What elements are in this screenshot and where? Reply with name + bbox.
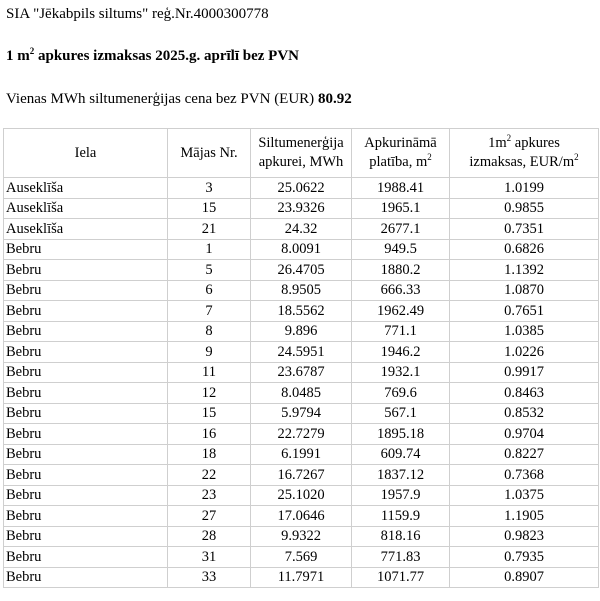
cell-heat-mwh: 25.1020 [251,485,352,506]
table-row [4,219,599,240]
cell-cost-per-m2: 1.0870 [450,280,599,301]
cell-heat-mwh: 26.4705 [251,260,352,281]
cell-house-number: 3 [168,178,251,199]
cell-street: Bebru [4,547,168,568]
cell-heated-area: 771.1 [352,321,450,342]
cell-street: Bebru [4,485,168,506]
cell-heat-mwh: 24.5951 [251,342,352,363]
cell-street: Auseklīša [4,219,168,240]
cell-heat-mwh: 9.896 [251,321,352,342]
table-row [4,444,599,465]
cell-house-number: 33 [168,567,251,588]
cell-street: Bebru [4,260,168,281]
col-header-heat: Siltumenerģija apkurei, MWh [251,129,352,178]
cell-heat-mwh: 8.0091 [251,239,352,260]
table-row [4,485,599,506]
cell-cost-per-m2: 0.9823 [450,526,599,547]
price-line [6,89,352,109]
cell-heat-mwh: 7.569 [251,547,352,568]
company-line: SIA "Jēkabpils siltums" reģ.Nr.4000300778 [6,6,269,22]
table-row [4,198,599,219]
cell-house-number: 23 [168,485,251,506]
cell-heat-mwh: 5.9794 [251,403,352,424]
cell-heat-mwh: 8.9505 [251,280,352,301]
col-header-cost: $1m^2$ apkures izmaksas, EUR/$m^2$ [450,129,599,178]
table-row [4,239,599,260]
cell-street: Bebru [4,465,168,486]
cell-heated-area: 818.16 [352,526,450,547]
cell-cost-per-m2: 0.9917 [450,362,599,383]
cell-house-number: 16 [168,424,251,445]
cell-street: Bebru [4,506,168,527]
cell-cost-per-m2: 1.1905 [450,506,599,527]
cell-street: Bebru [4,362,168,383]
report-title [6,46,299,66]
cell-heated-area: 771.83 [352,547,450,568]
cell-heated-area: 1837.12 [352,465,450,486]
cell-heated-area: 949.5 [352,239,450,260]
cell-heated-area: 666.33 [352,280,450,301]
cell-house-number: 7 [168,301,251,322]
table-row [4,362,599,383]
table-header-row [4,129,599,178]
cell-heated-area: 2677.1 [352,219,450,240]
cell-house-number: 22 [168,465,251,486]
cell-street: Bebru [4,424,168,445]
cell-heated-area: 1071.77 [352,567,450,588]
cell-street: Bebru [4,239,168,260]
cell-heat-mwh: 8.0485 [251,383,352,404]
table-row [4,383,599,404]
cell-heat-mwh: 24.32 [251,219,352,240]
title-rest: apkures izmaksas 2025.g. aprīlī bez PVN [34,48,299,64]
cell-house-number: 21 [168,219,251,240]
cell-house-number: 15 [168,198,251,219]
cell-cost-per-m2: 1.0375 [450,485,599,506]
cell-heated-area: 1946.2 [352,342,450,363]
cell-cost-per-m2: 0.9704 [450,424,599,445]
table-row [4,424,599,445]
table-row [4,526,599,547]
cell-house-number: 18 [168,444,251,465]
cell-cost-per-m2: 0.9855 [450,198,599,219]
cell-heated-area: 567.1 [352,403,450,424]
col-header-area: Apkurināmā platība, $m^2$ [352,129,450,178]
cell-cost-per-m2: 1.0226 [450,342,599,363]
cell-house-number: 11 [168,362,251,383]
cell-heat-mwh: 23.9326 [251,198,352,219]
cell-house-number: 31 [168,547,251,568]
cell-heat-mwh: 22.7279 [251,424,352,445]
cell-street: Bebru [4,383,168,404]
table-row [4,178,599,199]
cell-house-number: 15 [168,403,251,424]
cell-cost-per-m2: 0.7651 [450,301,599,322]
cell-heat-mwh: 9.9322 [251,526,352,547]
cell-heated-area: 1962.49 [352,301,450,322]
cell-house-number: 9 [168,342,251,363]
cell-cost-per-m2: 0.8532 [450,403,599,424]
title-superscript: 2 [29,46,35,56]
cell-house-number: 12 [168,383,251,404]
cell-street: Bebru [4,280,168,301]
table-row [4,403,599,424]
cell-house-number: 6 [168,280,251,301]
table-row [4,280,599,301]
price-label: Vienas MWh siltumenerģijas cena bez PVN (EUR) [6,91,318,107]
table-row [4,301,599,322]
cell-house-number: 28 [168,526,251,547]
cell-cost-per-m2: 0.6826 [450,239,599,260]
cell-street: Auseklīša [4,198,168,219]
cell-heated-area: 1159.9 [352,506,450,527]
cell-heated-area: 1957.9 [352,485,450,506]
cell-heated-area: 1880.2 [352,260,450,281]
cell-heated-area: 1895.18 [352,424,450,445]
cell-house-number: 27 [168,506,251,527]
cell-heat-mwh: 17.0646 [251,506,352,527]
cell-heated-area: 1988.41 [352,178,450,199]
cell-street: Bebru [4,342,168,363]
cell-cost-per-m2: 0.7935 [450,547,599,568]
cell-heat-mwh: 23.6787 [251,362,352,383]
cell-cost-per-m2: 1.0199 [450,178,599,199]
cell-cost-per-m2: 0.8907 [450,567,599,588]
cell-heat-mwh: 11.7971 [251,567,352,588]
cell-street: Bebru [4,526,168,547]
table-row [4,260,599,281]
cell-street: Auseklīša [4,178,168,199]
table-row [4,567,599,588]
cell-heat-mwh: 6.1991 [251,444,352,465]
cell-heat-mwh: 18.5562 [251,301,352,322]
cell-heat-mwh: 16.7267 [251,465,352,486]
title-prefix: 1 m [6,48,30,64]
heating-cost-table [3,128,599,588]
table-row [4,547,599,568]
cell-street: Bebru [4,321,168,342]
cell-cost-per-m2: 1.1392 [450,260,599,281]
cell-street: Bebru [4,403,168,424]
cell-cost-per-m2: 0.8227 [450,444,599,465]
cell-cost-per-m2: 1.0385 [450,321,599,342]
cell-heated-area: 1932.1 [352,362,450,383]
table-row [4,506,599,527]
col-header-street: Iela [4,129,168,178]
cell-heated-area: 609.74 [352,444,450,465]
cell-heated-area: 1965.1 [352,198,450,219]
cell-heat-mwh: 25.0622 [251,178,352,199]
cell-house-number: 5 [168,260,251,281]
col-header-house: Mājas Nr. [168,129,251,178]
cell-cost-per-m2: 0.7351 [450,219,599,240]
cell-house-number: 1 [168,239,251,260]
cell-cost-per-m2: 0.7368 [450,465,599,486]
cell-cost-per-m2: 0.8463 [450,383,599,404]
cell-street: Bebru [4,567,168,588]
cell-street: Bebru [4,301,168,322]
cell-street: Bebru [4,444,168,465]
table-row [4,342,599,363]
cell-house-number: 8 [168,321,251,342]
table-row [4,321,599,342]
cell-heated-area: 769.6 [352,383,450,404]
price-value: 80.92 [317,91,352,107]
table-row [4,465,599,486]
table-body [4,178,599,588]
